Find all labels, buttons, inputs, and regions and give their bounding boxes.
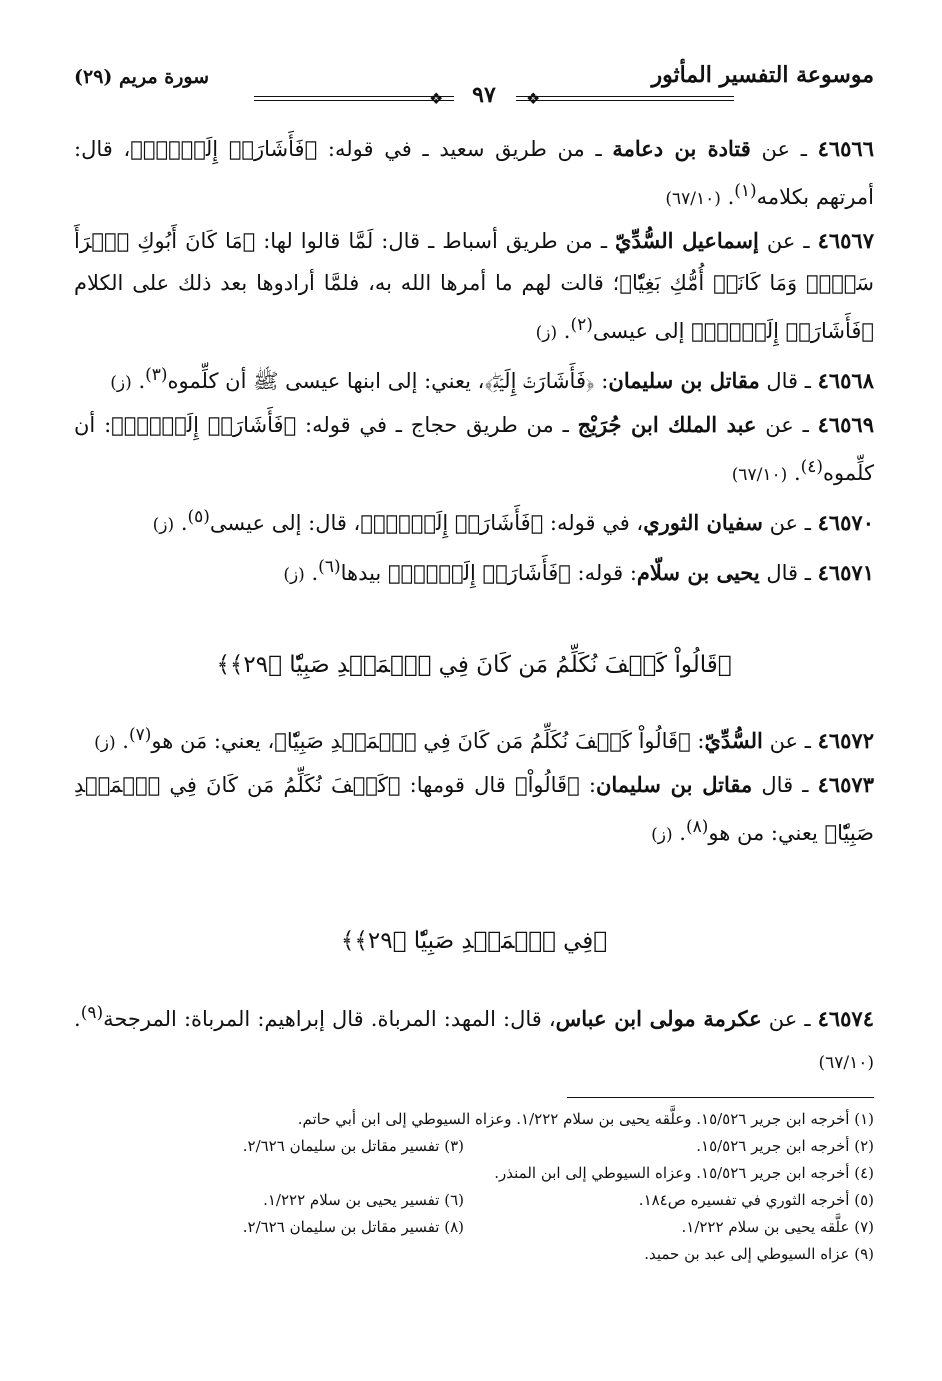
entry-number: ٤٦٥٧٣: [817, 772, 874, 797]
entry-text: .: [174, 511, 188, 535]
entry: [74, 128, 874, 220]
entry-text: .: [304, 561, 319, 585]
footnote-marker: (٦): [318, 557, 341, 577]
entry-text: ـ من طريق حجاج ـ في قوله: ﴿فَأَشَارَتۡ إِلَيۡهِۖ﴾: أن كلِّموه: [74, 413, 874, 485]
footnote-marker: (٧): [128, 725, 152, 745]
entry: [74, 546, 874, 596]
entry-text: ، في قوله: ﴿فَأَشَارَتۡ إِلَيۡهِۖ﴾، قال: إلى عيسى: [209, 511, 644, 535]
entry-number: ٤٦٥٦٦: [817, 136, 874, 161]
footnote-row: [74, 1133, 874, 1160]
source-ref: (٦٧/١٠): [818, 1053, 874, 1073]
entry-text: : ﴿قَالُواْ كَيۡفَ نُكَلِّمُ مَن كَانَ فِي ٱلۡمَهۡدِ صَبِيّٗا﴾، يعني: مَن هو: [151, 729, 705, 753]
entry-text: ، قال: المهد: المرباة. قال إبراهيم: المرباة: المرجحة: [103, 1007, 556, 1031]
entry: [74, 220, 874, 354]
book-title: موسوعة التفسير المأثور: [651, 62, 874, 88]
entry-text: ـ قال: [759, 369, 818, 393]
footnote-row: [74, 1106, 874, 1133]
entry-number: ٤٦٥٧١: [817, 560, 874, 585]
footnote-marker: (٨): [685, 817, 709, 837]
entry-number: ٤٦٥٧٠: [817, 510, 874, 535]
source-ref: (ز): [535, 323, 558, 343]
footnote-row: [74, 1187, 874, 1214]
header-rule: [516, 100, 734, 101]
entry-text: ـ عن: [750, 137, 818, 161]
footnote: (٢) أخرجه ابن جرير ١٥/٥٢٦.: [696, 1137, 874, 1155]
source-ref: (ز): [152, 515, 175, 535]
ornament-icon: ❖: [429, 89, 444, 108]
narrator-name: عبد الملك ابن جُرَيْج: [577, 412, 757, 437]
source-ref: (ز): [283, 565, 305, 585]
narrator-name: السُّدِّيّ: [704, 728, 763, 753]
entry-text: ـ عن: [761, 1007, 818, 1031]
entries-section-a: [74, 128, 874, 596]
entry-number: ٤٦٥٦٧: [817, 228, 874, 253]
source-ref: (ز): [94, 733, 116, 753]
narrator-name: قتادة بن دعامة: [612, 136, 751, 161]
narrator-name: يحيى بن سلّام: [636, 560, 760, 585]
entry-text: ـ من طريق أسباط ـ قال: لَمَّا قالوا لها: ﴿مَا كَانَ أَبُوكِ ٱمۡرَأَ سَوۡءٖ وَمَا كَانَتۡ أُمُّكِ بَغِيّٗا﴾؛ قالت لهم ما أمرها الله به، فلمَّا أرادوها بعد ذلك على الكلام ﴿فَأَشَارَتۡ إِلَيۡهِۖ﴾ إلى عيسى: [74, 229, 874, 343]
source-ref: (٦٧/١٠): [731, 465, 788, 485]
ornament-icon: ❖: [526, 89, 541, 108]
footnote-marker: (١): [734, 181, 757, 201]
page-header: [74, 62, 874, 108]
footnote: (١) أخرجه ابن جرير ١٥/٥٢٦. وعلَّقه يحيى بن سلام ١/٢٢٢. وعزاه السيوطي إلى ابن أبي حاتم.: [297, 1110, 874, 1128]
source-ref: (ز): [110, 373, 132, 393]
surah-label: سورة مريم (٢٩): [74, 66, 210, 88]
footnote: (٨) تفسير مقاتل بن سليمان ٢/٦٢٦.: [242, 1218, 464, 1236]
footnote: (٧) علَّقه يحيى بن سلام ١/٢٢٢.: [681, 1218, 874, 1236]
footnote: (٤) أخرجه ابن جرير ١٥/٥٢٦. وعزاه السيوطي إلى ابن المنذر.: [494, 1164, 874, 1182]
footnote: (٩) عزاه السيوطي إلى عبد بن حميد.: [644, 1245, 874, 1263]
entry-text: .: [672, 821, 686, 845]
footnote-marker: (٤): [800, 457, 824, 477]
entry-text: : قوله: ﴿فَأَشَارَتۡ إِلَيۡهِۖ﴾ بيدها: [340, 561, 637, 585]
entry-text: .: [131, 369, 146, 393]
entry-text: .: [720, 185, 735, 209]
entry-number: ٤٦٥٧٢: [817, 728, 874, 753]
footnotes: [74, 1106, 874, 1268]
footnote-row: [74, 1241, 874, 1268]
narrator-name: مقاتل بن سليمان: [608, 368, 760, 393]
footnote: (٦) تفسير يحيى بن سلام ١/٢٢٢.: [263, 1191, 464, 1209]
source-ref: (٦٧/١٠): [665, 189, 721, 209]
entry-text: ـ عن: [762, 729, 818, 753]
footnote-divider: [567, 1097, 874, 1098]
verse-heading: ﴿فِي ٱلۡمَهۡدِ صَبِيّٗا ﴿٢٩﴾﴾: [340, 928, 608, 954]
footnote-row: [74, 1160, 874, 1187]
footnote-marker: (٥): [187, 507, 210, 527]
header-rule: [254, 100, 454, 101]
footnote-row: [74, 1214, 874, 1241]
entry-number: ٤٦٥٦٨: [817, 368, 874, 393]
narrator-name: عكرمة مولى ابن عباس: [555, 1006, 762, 1031]
entry-text: ـ قال: [759, 561, 818, 585]
page-number: ٩٧: [454, 82, 514, 108]
source-ref: (ز): [651, 825, 673, 845]
entry-text: ـ عن: [758, 229, 818, 253]
entry-number: ٤٦٥٧٤: [817, 1006, 874, 1031]
footnote-marker: (٩): [80, 1003, 104, 1023]
header-rule: [254, 96, 454, 97]
entry-text: ـ عن: [762, 511, 818, 535]
footnote: (٥) أخرجه الثوري في تفسيره ص١٨٤.: [638, 1191, 874, 1209]
entries-section-b: [74, 714, 874, 856]
narrator-name: إسماعيل السُّدِّيّ: [615, 228, 759, 253]
header-rule: [516, 96, 734, 97]
footnote: (٣) تفسير مقاتل بن سليمان ٢/٦٢٦.: [242, 1137, 464, 1155]
entry: [74, 764, 874, 856]
entry-text: ـ عن: [756, 413, 818, 437]
entry-text: : ﴿فَأَشَارَتۡ إِلَيۡهِۖ﴾، يعني: إلى ابنها عيسى ﷺ أن كلِّموه: [167, 369, 609, 393]
entry-text: .: [74, 1007, 81, 1031]
entry: [74, 992, 874, 1084]
entry-text: .: [115, 729, 129, 753]
entry: [74, 714, 874, 764]
entry-text: : ﴿قَالُواْ﴾ قال قومها: ﴿كَيۡفَ نُكَلِّمُ مَن كَانَ فِي ٱلۡمَهۡدِ صَبِيّٗا﴾ يعني: من هو: [74, 773, 874, 845]
entry-number: ٤٦٥٦٩: [817, 412, 874, 437]
entry-text: .: [557, 319, 571, 343]
narrator-name: مقاتل بن سليمان: [595, 772, 753, 797]
entries-section-c: [74, 992, 874, 1084]
entry-text: .: [787, 461, 801, 485]
entry-text: ـ من طريق سعيد ـ في قوله: ﴿فَأَشَارَتۡ إِلَيۡهِۖ﴾، قال: أمرتهم بكلامه: [74, 137, 874, 209]
footnote-marker: (٣): [145, 365, 168, 385]
footnote-marker: (٢): [570, 315, 593, 335]
entry: [74, 354, 874, 404]
narrator-name: سفيان الثوري: [643, 510, 763, 535]
entry: [74, 404, 874, 496]
verse-heading: ﴿قَالُواْ كَيۡفَ نُكَلِّمُ مَن كَانَ فِي ٱلۡمَهۡدِ صَبِيّٗا ﴿٢٩﴾﴾: [216, 652, 732, 678]
entry: [74, 496, 874, 546]
entry-text: ـ قال: [752, 773, 818, 797]
